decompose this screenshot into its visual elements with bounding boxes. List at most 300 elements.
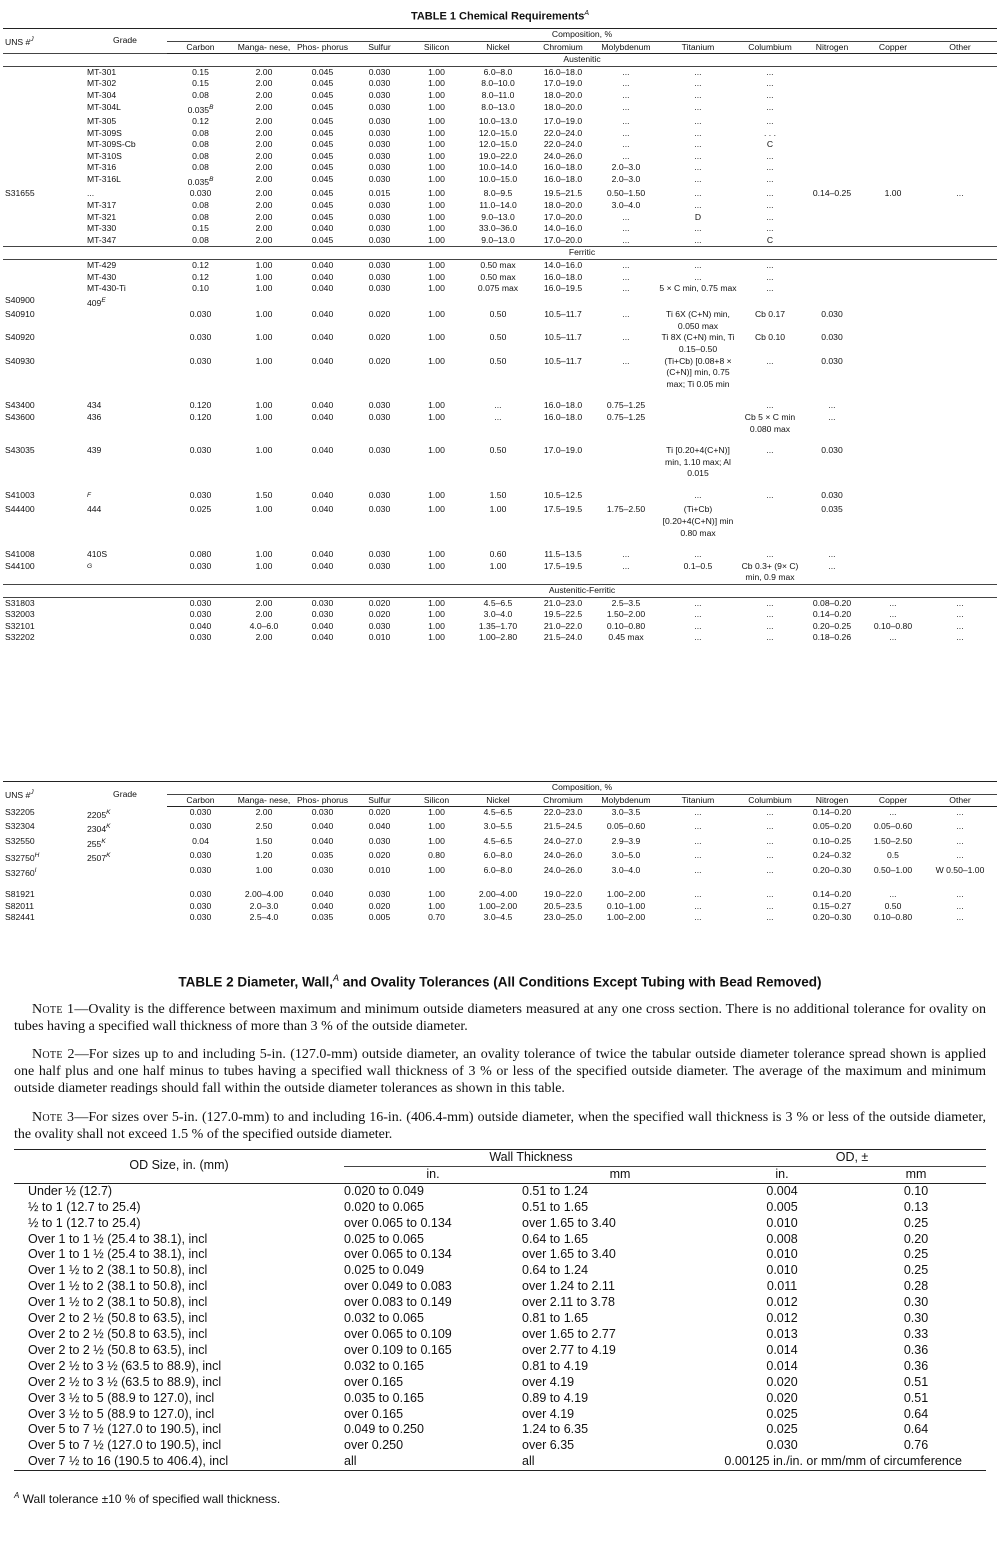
footnote-mark: B bbox=[209, 175, 214, 183]
wall-in-cell: over 0.049 to 0.083 bbox=[344, 1279, 452, 1294]
carbon-cell: 0.030 bbox=[189, 821, 212, 832]
wall-in-cell: over 0.065 to 0.134 bbox=[344, 1247, 452, 1262]
chromium-cell: 14.0–16.0 bbox=[543, 260, 583, 270]
nickel-cell: 19.0–22.0 bbox=[478, 150, 518, 161]
wall-in-cell: 0.025 to 0.049 bbox=[344, 1263, 424, 1278]
uns-cell: S43035 bbox=[5, 445, 35, 456]
silicon-cell: 1.00 bbox=[428, 504, 445, 515]
molybdenum-cell: 0.10–0.80 bbox=[606, 620, 646, 631]
nickel-cell: 1.00–2.80 bbox=[478, 632, 518, 643]
manganese-cell: 2.00 bbox=[255, 234, 273, 245]
phosphorus-cell: 0.045 bbox=[311, 66, 334, 77]
wall-in-cell: 0.032 to 0.065 bbox=[344, 1311, 424, 1326]
copper-cell bbox=[863, 116, 923, 128]
nitrogen-cell bbox=[801, 212, 863, 224]
header-nickel: Nickel bbox=[465, 794, 531, 807]
titanium-cell: ... bbox=[694, 139, 702, 150]
table-row bbox=[14, 1438, 986, 1454]
table-row bbox=[14, 1295, 986, 1311]
table-row bbox=[3, 561, 997, 585]
chromium-cell: 16.0–18.0 bbox=[543, 400, 583, 411]
silicon-cell: 1.00 bbox=[428, 101, 445, 112]
nitrogen-cell: ... bbox=[828, 549, 836, 560]
table1b-header-row1 bbox=[3, 782, 997, 795]
spacer-row bbox=[3, 539, 997, 549]
table-row bbox=[3, 309, 997, 332]
manganese-cell: 2.00 bbox=[255, 150, 273, 161]
other-cell bbox=[923, 283, 997, 295]
header-od-size: OD Size, in. (mm) bbox=[14, 1150, 344, 1184]
table-row bbox=[14, 1327, 986, 1343]
nitrogen-cell: 0.14–0.25 bbox=[812, 188, 852, 199]
titanium-cell: ... bbox=[694, 78, 702, 89]
phosphorus-cell: 0.040 bbox=[311, 332, 334, 343]
carbon-cell: 0.15 bbox=[192, 78, 209, 89]
carbon-cell: 0.08 bbox=[192, 139, 209, 150]
footnote-mark: K bbox=[106, 823, 111, 831]
other-cell: ... bbox=[956, 912, 964, 923]
carbon-cell: 0.030 bbox=[189, 560, 212, 571]
silicon-cell: 1.00 bbox=[428, 173, 445, 184]
chromium-cell: 19.5–21.5 bbox=[543, 188, 583, 199]
titanium-cell: ... bbox=[694, 850, 702, 861]
sulfur-cell: 0.030 bbox=[368, 200, 391, 211]
manganese-cell: 1.00 bbox=[255, 445, 273, 456]
table-row bbox=[3, 260, 997, 272]
manganese-cell: 2.00 bbox=[255, 807, 273, 818]
od-mm-cell: 0.25 bbox=[903, 1215, 929, 1230]
nickel-cell: 8.0–11.0 bbox=[481, 89, 515, 100]
footnote-mark: K bbox=[106, 808, 111, 816]
uns-cell: S82011 bbox=[5, 900, 34, 911]
other-cell bbox=[923, 174, 997, 188]
table-row bbox=[3, 549, 997, 561]
wall-in-cell: all bbox=[344, 1454, 522, 1470]
titanium-cell: ... bbox=[694, 835, 702, 846]
silicon-cell: 1.00 bbox=[428, 234, 445, 245]
nitrogen-cell: 0.05–0.20 bbox=[812, 821, 852, 832]
other-cell bbox=[923, 309, 997, 332]
table-row bbox=[3, 356, 997, 391]
od-in-cell: 0.010 bbox=[766, 1263, 798, 1278]
silicon-cell bbox=[408, 295, 465, 309]
molybdenum-cell: 2.9–3.9 bbox=[611, 835, 641, 846]
molybdenum-cell: 3.0–5.0 bbox=[611, 850, 641, 861]
uns-cell: S32101 bbox=[5, 620, 35, 631]
nickel-cell: 6.0–8.0 bbox=[483, 850, 513, 861]
carbon-cell: 0.08 bbox=[192, 200, 209, 211]
chromium-cell: 17.0–20.0 bbox=[543, 234, 583, 245]
molybdenum-cell: ... bbox=[622, 116, 630, 127]
nickel-cell: 0.075 max bbox=[477, 283, 519, 294]
nitrogen-cell bbox=[801, 283, 863, 295]
copper-cell bbox=[863, 504, 923, 539]
sulfur-cell bbox=[351, 295, 408, 309]
table-row bbox=[3, 188, 997, 200]
nitrogen-cell: 0.10–0.25 bbox=[812, 835, 852, 846]
manganese-cell: 2.00 bbox=[255, 173, 273, 184]
phosphorus-cell: 0.040 bbox=[311, 223, 334, 234]
chromium-cell: 24.0–26.0 bbox=[543, 850, 583, 861]
other-cell bbox=[923, 128, 997, 140]
silicon-cell: 1.00 bbox=[428, 489, 445, 500]
table-row bbox=[14, 1263, 986, 1279]
other-cell bbox=[923, 212, 997, 224]
molybdenum-cell: 2.0–3.0 bbox=[611, 173, 641, 184]
od-mm-cell: 0.20 bbox=[903, 1231, 929, 1246]
columbium-cell: ... bbox=[766, 200, 774, 211]
molybdenum-cell: ... bbox=[622, 101, 630, 112]
uns-cell bbox=[3, 272, 83, 284]
titanium-cell: ... bbox=[694, 200, 702, 211]
wall-mm-cell: 0.51 to 1.65 bbox=[522, 1199, 589, 1214]
manganese-cell: 2.00 bbox=[255, 597, 273, 608]
table-row bbox=[3, 283, 997, 295]
header-sulfur: Sulfur bbox=[351, 41, 408, 54]
header-other: Other bbox=[923, 794, 997, 807]
chromium-cell: 16.0–18.0 bbox=[543, 271, 583, 282]
sulfur-cell: 0.030 bbox=[368, 211, 391, 222]
duplex-rows bbox=[3, 597, 997, 644]
columbium-cell: ... bbox=[766, 620, 774, 631]
copper-cell bbox=[863, 445, 923, 480]
grade-cell bbox=[83, 865, 167, 879]
table2-note-2: Note 2—For sizes up to and including 5-in. (127.0-mm) outside diameter, an ovality tolerance of twice the tabular outside diameter tolerance spread shown is applied one half plus and one half minus to tubes having a specified wall thickness of 3 % or less of the specified outside diameter. The average of the maximum and minimum outside diameter readings should fall within the outside diameter tolerances as shown in this table. bbox=[14, 1047, 986, 1096]
silicon-cell: 1.00 bbox=[428, 150, 445, 161]
spacer-row bbox=[3, 390, 997, 400]
chromium-cell: 24.0–27.0 bbox=[543, 835, 583, 846]
nickel-cell bbox=[465, 295, 531, 309]
od-in-cell: 0.010 bbox=[766, 1247, 798, 1262]
table-row bbox=[14, 1183, 986, 1199]
table1-title: TABLE 1 Chemical Requirements$^A$ bbox=[410, 10, 590, 23]
copper-cell: 0.50 bbox=[884, 900, 902, 911]
table-row bbox=[3, 504, 997, 539]
molybdenum-cell: 0.10–1.00 bbox=[606, 900, 646, 911]
other-cell bbox=[923, 223, 997, 235]
uns-cell bbox=[3, 283, 83, 295]
grade-cell bbox=[83, 621, 167, 633]
carbon-cell: 0.030 bbox=[189, 900, 212, 911]
carbon-cell: 0.12 bbox=[192, 116, 209, 127]
manganese-cell: 1.00 bbox=[255, 400, 273, 411]
molybdenum-cell: 3.0–4.0 bbox=[611, 864, 641, 875]
od-size-cell: ½ to 1 (12.7 to 25.4) bbox=[28, 1199, 141, 1214]
table-row bbox=[14, 1359, 986, 1375]
uns-cell bbox=[3, 151, 83, 163]
grade-cell bbox=[83, 309, 167, 332]
header-od-in: in. bbox=[718, 1166, 846, 1183]
phosphorus-cell: 0.030 bbox=[311, 807, 334, 818]
copper-cell: 0.50–1.00 bbox=[873, 864, 913, 875]
nitrogen-cell bbox=[801, 139, 863, 151]
molybdenum-cell: ... bbox=[622, 549, 630, 560]
table-row bbox=[3, 912, 997, 924]
carbon-cell: 0.120 bbox=[189, 400, 212, 411]
od-mm-cell: 0.76 bbox=[903, 1438, 929, 1453]
table2-title: TABLE 2 Diameter, Wall,$^A$ and Ovality Tolerances (All Conditions Except Tubing with Bead Removed) bbox=[178, 973, 822, 990]
uns-cell: S32202 bbox=[5, 632, 35, 643]
silicon-cell: 1.00 bbox=[428, 260, 445, 270]
table2-note-3: Note 3—For sizes over 5-in. (127.0-mm) to and including 16-in. (406.4-mm) outside diameter, when the specified wall thickness is 3 % or less of the outside diameter, the ovality shall not exceed 1.5 % of the specified outside diameter. bbox=[14, 1110, 986, 1142]
manganese-cell: 1.00 bbox=[255, 549, 273, 560]
chromium-cell: 17.0–19.0 bbox=[543, 78, 583, 89]
other-cell: ... bbox=[956, 620, 964, 631]
columbium-cell: ... bbox=[766, 632, 774, 643]
titanium-cell: ... bbox=[694, 549, 702, 560]
phosphorus-cell: 0.045 bbox=[311, 139, 334, 150]
nitrogen-cell: 0.14–0.20 bbox=[812, 888, 852, 899]
carbon-cell: 0.030 bbox=[189, 309, 212, 320]
titanium-cell: ... bbox=[694, 234, 702, 245]
phosphorus-cell: 0.045 bbox=[311, 150, 334, 161]
wall-mm-cell: 0.81 to 4.19 bbox=[522, 1358, 589, 1373]
chromium-cell: 18.0–20.0 bbox=[543, 89, 583, 100]
nitrogen-cell: 0.14–0.20 bbox=[812, 807, 852, 818]
table-row bbox=[3, 836, 997, 850]
copper-cell: 0.5 bbox=[887, 850, 899, 861]
wall-mm-cell: over 1.65 to 3.40 bbox=[522, 1215, 616, 1230]
manganese-cell: 1.00 bbox=[255, 332, 273, 343]
grade-cell: 255$^K$ bbox=[87, 837, 106, 849]
table-row bbox=[14, 1279, 986, 1295]
carbon-cell: 0.12 bbox=[192, 271, 209, 282]
header-manganese: Manga- nese, bbox=[234, 41, 294, 54]
titanium-cell: ... bbox=[694, 173, 702, 184]
grade-cell: MT-304L bbox=[87, 101, 121, 112]
other-cell: W 0.50–1.00 bbox=[935, 864, 985, 875]
nickel-cell: 6.0–8.0 bbox=[483, 864, 513, 875]
od-size-cell: Over 2 ½ to 3 ½ (63.5 to 88.9), incl bbox=[28, 1358, 222, 1373]
copper-cell bbox=[863, 549, 923, 561]
footnote-mark: I bbox=[34, 866, 37, 874]
titanium-cell: ... bbox=[694, 162, 702, 173]
titanium-cell: 0.1–0.5 bbox=[683, 560, 713, 571]
phosphorus-cell: 0.040 bbox=[311, 355, 334, 366]
sulfur-cell: 0.020 bbox=[368, 332, 391, 343]
od-mm-cell: 0.28 bbox=[903, 1279, 929, 1294]
nitrogen-cell bbox=[801, 162, 863, 174]
copper-cell bbox=[863, 223, 923, 235]
table-row bbox=[3, 116, 997, 128]
copper-cell: ... bbox=[889, 632, 897, 643]
nickel-cell: 4.5–6.5 bbox=[483, 835, 513, 846]
carbon-cell: 0.030 bbox=[189, 445, 212, 456]
phosphorus-cell: 0.040 bbox=[311, 309, 334, 320]
od-in-cell: 0.025 bbox=[766, 1406, 798, 1421]
molybdenum-cell: 1.50–2.00 bbox=[606, 609, 646, 620]
phosphorus-cell: 0.045 bbox=[311, 200, 334, 211]
nitrogen-cell bbox=[801, 116, 863, 128]
silicon-cell: 1.00 bbox=[428, 400, 445, 411]
manganese-cell: 2.00 bbox=[255, 200, 273, 211]
wall-mm-cell: over 1.24 to 2.11 bbox=[522, 1279, 615, 1294]
silicon-cell: 0.80 bbox=[428, 850, 445, 861]
carbon-cell: 0.08 bbox=[192, 162, 209, 173]
spacer-cell bbox=[3, 480, 997, 490]
columbium-cell: ... bbox=[766, 400, 774, 411]
od-size-cell: Over 3 ½ to 5 (88.9 to 127.0), incl bbox=[28, 1390, 215, 1405]
nitrogen-cell bbox=[801, 128, 863, 140]
other-cell: ... bbox=[956, 821, 964, 832]
copper-cell bbox=[863, 151, 923, 163]
od-in-cell: 0.025 bbox=[766, 1422, 798, 1437]
nitrogen-cell: 0.030 bbox=[821, 332, 843, 343]
columbium-cell: ... bbox=[766, 445, 774, 456]
grade-cell bbox=[83, 490, 167, 504]
nickel-cell: 8.0–10.0 bbox=[481, 78, 515, 89]
titanium-cell: ... bbox=[694, 821, 702, 832]
carbon-cell: 0.030 bbox=[189, 489, 212, 500]
table-row bbox=[3, 151, 997, 163]
uns-cell bbox=[3, 139, 83, 151]
carbon-cell: 0.030 bbox=[189, 888, 212, 899]
manganese-cell: 2.00 bbox=[255, 127, 273, 138]
nickel-cell: 0.50 bbox=[489, 309, 507, 320]
header-wall-thickness: Wall Thickness bbox=[344, 1150, 718, 1167]
copper-cell bbox=[863, 128, 923, 140]
header-composition: Composition, % bbox=[167, 782, 997, 795]
columbium-cell: . . . bbox=[764, 127, 776, 138]
grade-cell bbox=[83, 356, 167, 391]
carbon-cell: 0.080 bbox=[189, 549, 212, 560]
phosphorus-cell: 0.045 bbox=[311, 188, 334, 199]
titanium-cell bbox=[657, 412, 739, 435]
header-grade: Grade bbox=[83, 29, 167, 54]
header-columbium: Columbium bbox=[739, 41, 801, 54]
silicon-cell: 1.00 bbox=[428, 355, 445, 366]
columbium-cell: ... bbox=[766, 549, 774, 560]
columbium-cell: ... bbox=[766, 78, 774, 89]
nickel-cell: 0.60 bbox=[489, 549, 507, 560]
chromium-cell: 17.0–19.0 bbox=[543, 116, 583, 127]
od-in-cell: 0.014 bbox=[766, 1358, 798, 1373]
chromium-cell: 16.0–18.0 bbox=[543, 162, 583, 173]
silicon-cell: 0.70 bbox=[428, 912, 445, 923]
table-row bbox=[3, 807, 997, 821]
grade-cell bbox=[83, 597, 167, 609]
manganese-cell: 2.5–4.0 bbox=[249, 912, 279, 923]
austenitic-group bbox=[3, 54, 997, 67]
nitrogen-cell bbox=[801, 151, 863, 163]
nitrogen-cell bbox=[801, 235, 863, 247]
nickel-cell: 10.0–15.0 bbox=[478, 173, 518, 184]
table-row bbox=[3, 901, 997, 913]
table-row bbox=[3, 66, 997, 78]
molybdenum-cell bbox=[595, 490, 657, 504]
columbium-cell: ... bbox=[766, 260, 774, 270]
copper-cell bbox=[863, 139, 923, 151]
nickel-cell: 1.00 bbox=[489, 504, 507, 515]
sulfur-cell: 0.030 bbox=[368, 260, 391, 270]
grade-cell: MT-301 bbox=[87, 66, 117, 77]
chemical-requirements-table bbox=[3, 28, 997, 644]
carbon-cell: 0.15 bbox=[192, 66, 209, 77]
other-cell bbox=[923, 504, 997, 539]
copper-cell bbox=[863, 490, 923, 504]
table-row bbox=[14, 1375, 986, 1391]
header-copper: Copper bbox=[863, 794, 923, 807]
table-row bbox=[3, 632, 997, 644]
chromium-cell: 20.5–23.5 bbox=[543, 900, 583, 911]
nickel-cell: 0.50 max bbox=[480, 271, 516, 282]
copper-cell bbox=[863, 332, 923, 355]
nickel-cell: 0.50 bbox=[489, 355, 507, 366]
carbon-cell: 0.030 bbox=[189, 807, 212, 818]
copper-cell bbox=[863, 235, 923, 247]
manganese-cell: 2.00 bbox=[255, 116, 273, 127]
columbium-cell: ... bbox=[766, 912, 774, 923]
columbium-cell: C bbox=[766, 234, 774, 245]
wall-mm-cell: 0.64 to 1.65 bbox=[522, 1231, 589, 1246]
table-row bbox=[14, 1407, 986, 1423]
nickel-cell: 1.50 bbox=[489, 489, 507, 500]
columbium-cell: ... bbox=[766, 150, 774, 161]
duplex-group bbox=[3, 584, 997, 597]
uns-cell bbox=[3, 260, 83, 272]
header-uns: UNS #$^J$ bbox=[3, 29, 83, 54]
footnote-mark: K bbox=[101, 837, 106, 845]
chromium-cell: 19.5–22.5 bbox=[543, 609, 583, 620]
nickel-cell: 3.0–5.5 bbox=[483, 821, 513, 832]
family-label-row bbox=[3, 54, 997, 67]
copper-cell bbox=[863, 162, 923, 174]
nitrogen-cell: 0.08–0.20 bbox=[812, 597, 852, 608]
uns-cell: S41003 bbox=[5, 489, 35, 500]
grade-cell: MT-310S bbox=[87, 150, 122, 161]
grade-cell: 439 bbox=[87, 445, 102, 456]
nickel-cell: 12.0–15.0 bbox=[478, 127, 518, 138]
family-label-duplex: Austenitic-Ferritic bbox=[167, 584, 997, 597]
chromium-cell: 21.5–24.0 bbox=[543, 632, 583, 643]
table-row bbox=[3, 235, 997, 247]
chromium-cell: 22.0–24.0 bbox=[543, 127, 583, 138]
molybdenum-cell: ... bbox=[622, 223, 630, 234]
silicon-cell: 1.00 bbox=[428, 283, 445, 294]
titanium-cell: ... bbox=[694, 489, 702, 500]
table-row bbox=[3, 272, 997, 284]
od-in-cell: 0.020 bbox=[766, 1390, 798, 1405]
phosphorus-cell: 0.045 bbox=[311, 116, 334, 127]
other-cell bbox=[923, 139, 997, 151]
other-cell bbox=[923, 356, 997, 391]
grade-cell: MT-430-Ti bbox=[87, 283, 126, 294]
sulfur-cell: 0.010 bbox=[368, 864, 391, 875]
titanium-cell: Ti 8X (C+N) min, Ti 0.15–0.50 bbox=[661, 332, 735, 355]
nitrogen-cell: 0.030 bbox=[821, 309, 843, 320]
molybdenum-cell: 1.00–2.00 bbox=[606, 912, 646, 923]
manganese-cell: 2.00 bbox=[255, 223, 273, 234]
chromium-cell bbox=[531, 295, 595, 309]
grade-cell bbox=[83, 912, 167, 924]
silicon-cell: 1.00 bbox=[428, 445, 445, 456]
other-cell bbox=[923, 90, 997, 102]
manganese-cell: 1.20 bbox=[255, 850, 273, 861]
nickel-cell: 2.00–4.00 bbox=[478, 888, 518, 899]
carbon-cell: 0.10 bbox=[192, 283, 209, 294]
molybdenum-cell: 2.0–3.0 bbox=[611, 162, 641, 173]
od-size-cell: Over 7 ½ to 16 (190.5 to 406.4), incl bbox=[14, 1454, 344, 1470]
manganese-cell: 1.00 bbox=[255, 504, 273, 515]
nickel-cell: 1.00 bbox=[489, 560, 507, 571]
tolerance-rows bbox=[14, 1183, 986, 1454]
family-label-row bbox=[3, 584, 997, 597]
chromium-cell: 22.0–24.0 bbox=[543, 139, 583, 150]
copper-cell bbox=[863, 412, 923, 435]
table-row bbox=[3, 850, 997, 864]
spacer-cell bbox=[3, 539, 997, 549]
phosphorus-cell: 0.030 bbox=[311, 609, 334, 620]
